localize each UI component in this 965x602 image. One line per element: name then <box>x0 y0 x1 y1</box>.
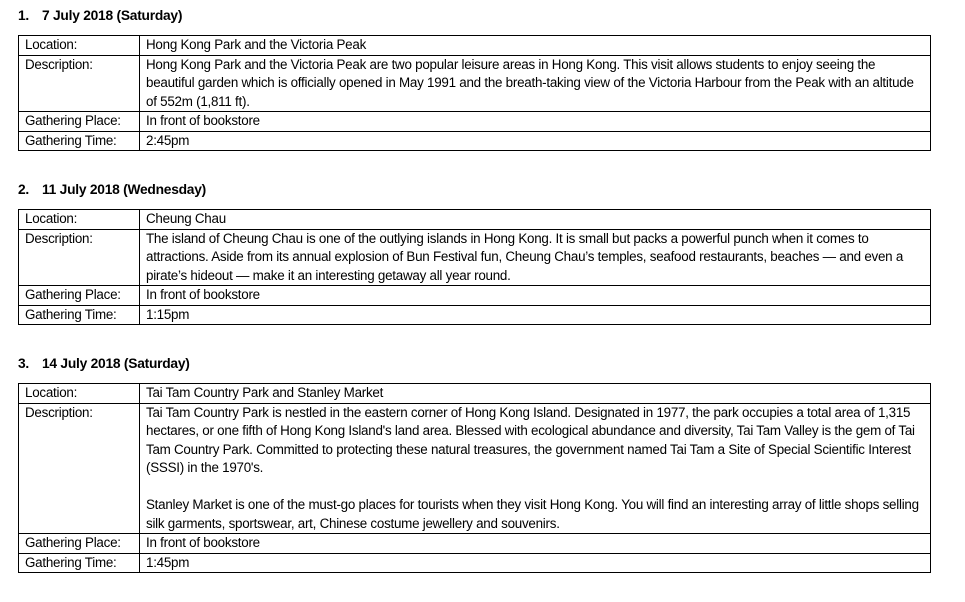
description-paragraph: The island of Cheung Chau is one of the outlying islands in Hong Kong. It is small but packs a powerful punch when it comes to attractions. Aside from its annual explosion of Bun Festival fun, Cheung Chau’s temples, seafood restaurants, beaches — and even a pirate’s hideout — make it an interesting getaway all year round. <box>146 230 904 283</box>
gathering-place-label: Gathering Place: <box>19 286 140 306</box>
description-paragraph: Tai Tam Country Park is nestled in the eastern corner of Hong Kong Island. Designated in 1977, the park occupies a total area of 1,315 hectares, or one fifth of Hong Kong Island's land area. Blessed with ecological abundance and diversity, Tai Tam Valley is the gem of Tai Tam Country Park. Committed to protecting these natural treasures, the government named Tai Tam a Site of Special Scientific Interest (SSSI) in the 1970's. <box>146 404 915 475</box>
location-label: Location: <box>19 210 140 230</box>
trip-section-3 <box>18 354 931 573</box>
trip-heading-3 <box>18 354 931 374</box>
location-value: Tai Tam Country Park and Stanley Market <box>140 384 931 404</box>
gathering-time-label: Gathering Time: <box>19 305 140 325</box>
table-row <box>19 534 931 554</box>
table-row <box>19 210 931 230</box>
trip-section-1 <box>18 6 931 151</box>
table-row <box>19 553 931 573</box>
table-row <box>19 403 931 534</box>
gathering-time-label: Gathering Time: <box>19 553 140 573</box>
table-row <box>19 305 931 325</box>
gathering-time-value: 2:45pm <box>140 131 931 151</box>
description-value <box>140 403 931 534</box>
trip-section-2 <box>18 180 931 325</box>
description-value <box>140 55 931 112</box>
table-row <box>19 55 931 112</box>
table-row <box>19 131 931 151</box>
location-value: Cheung Chau <box>140 210 931 230</box>
description-label: Description: <box>19 55 140 112</box>
location-value: Hong Kong Park and the Victoria Peak <box>140 36 931 56</box>
gathering-place-label: Gathering Place: <box>19 534 140 554</box>
description-label: Description: <box>19 403 140 534</box>
table-row <box>19 36 931 56</box>
gathering-time-value: 1:15pm <box>140 305 931 325</box>
trip-table-1 <box>18 35 931 151</box>
trip-date: 11 July 2018 (Wednesday) <box>42 182 206 197</box>
table-row <box>19 286 931 306</box>
trip-date: 7 July 2018 (Saturday) <box>42 8 183 23</box>
location-label: Location: <box>19 384 140 404</box>
trip-table-2 <box>18 209 931 325</box>
description-label: Description: <box>19 229 140 286</box>
description-value <box>140 229 931 286</box>
trip-table-3 <box>18 383 931 573</box>
table-row <box>19 384 931 404</box>
trip-heading-2 <box>18 180 931 200</box>
location-label: Location: <box>19 36 140 56</box>
gathering-place-value: In front of bookstore <box>140 534 931 554</box>
trip-heading-1 <box>18 6 931 26</box>
table-row <box>19 229 931 286</box>
trip-number: 2. <box>18 182 30 197</box>
gathering-time-label: Gathering Time: <box>19 131 140 151</box>
description-paragraph-2: Stanley Market is one of the must-go places for tourists when they visit Hong Kong. You will find an interesting array of little shops selling silk garments, sportswear, art, Chinese costume jewellery and souvenirs. <box>146 497 919 531</box>
description-paragraph: Hong Kong Park and the Victoria Peak are two popular leisure areas in Hong Kong. This visit allows students to enjoy seeing the beautiful garden which is officially opened in May 1991 and the breath-taking view of the Victoria Harbour from the Peak with an altitude of 552m (1,811 ft). <box>146 56 914 109</box>
table-row <box>19 112 931 132</box>
gathering-place-value: In front of bookstore <box>140 286 931 306</box>
trip-number: 1. <box>18 8 30 23</box>
gathering-place-value: In front of bookstore <box>140 112 931 132</box>
gathering-place-label: Gathering Place: <box>19 112 140 132</box>
trip-date: 14 July 2018 (Saturday) <box>42 356 190 371</box>
gathering-time-value: 1:45pm <box>140 553 931 573</box>
trip-number: 3. <box>18 356 30 371</box>
